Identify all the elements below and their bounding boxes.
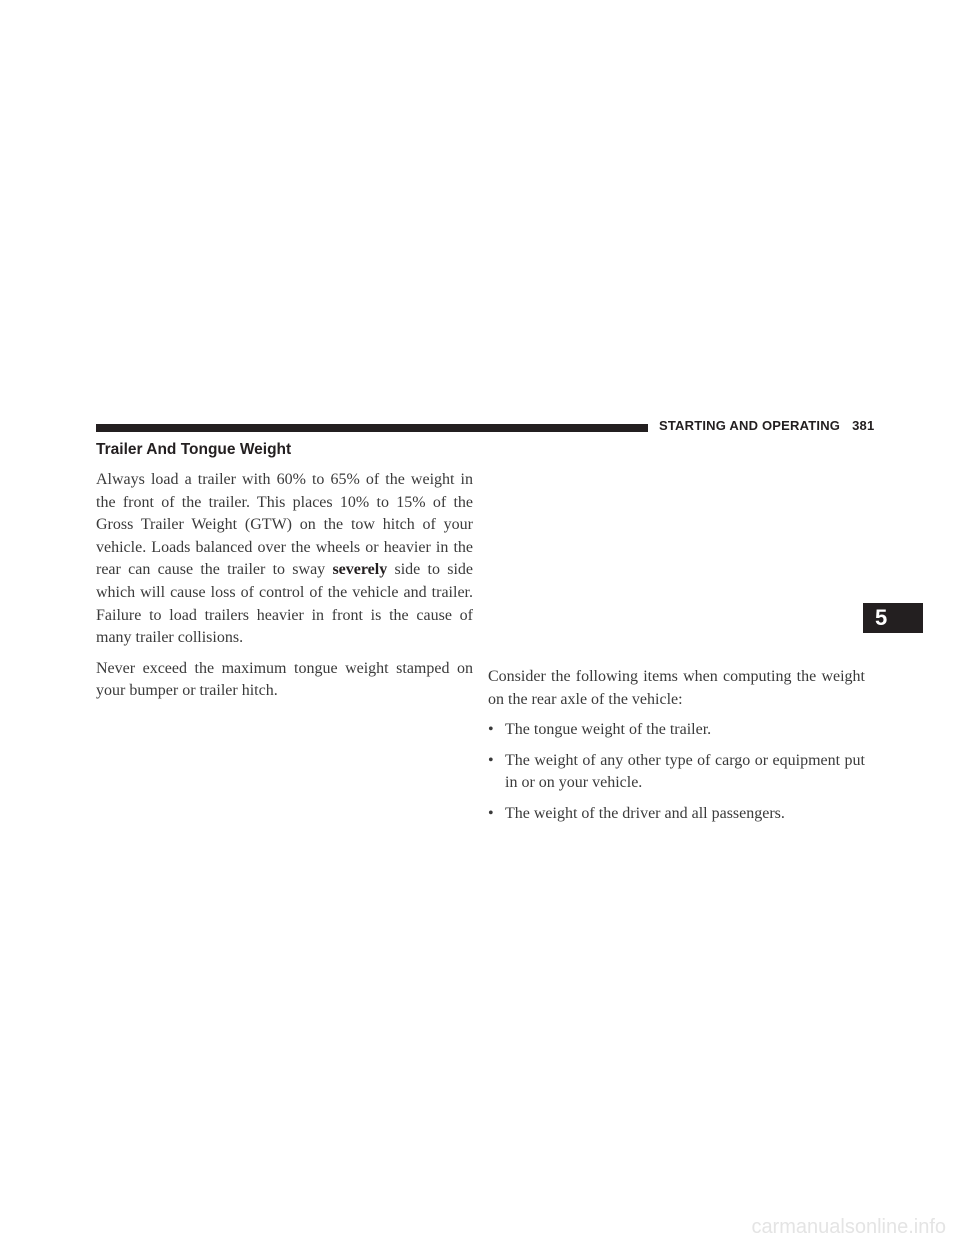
- list-item-text: The tongue weight of the trailer.: [505, 721, 712, 739]
- emphasis-severely: severely: [332, 561, 388, 579]
- left-column: [96, 469, 473, 711]
- paragraph-intro: Consider the following items when computing the weight on the rear axle of the vehicle:: [488, 668, 865, 708]
- list-item-text: The weight of any other type of cargo or equipment put in or on your vehicle.: [505, 751, 865, 792]
- header-section-title: STARTING AND OPERATING: [659, 418, 841, 433]
- list-item: [488, 750, 865, 795]
- section-heading: Trailer And Tongue Weight: [96, 441, 292, 458]
- paragraph-tongue-weight-limit: Never exceed the maximum tongue weight stamped on your bumper or trailer hitch.: [96, 659, 473, 700]
- right-column: [488, 666, 865, 834]
- bullet-list: [488, 719, 865, 825]
- paragraph-text: Always load a trailer with 60% to 65% of the weight in the front of the trailer. This places 10% to 15% of the Gross Trailer Weight (GTW) on the tow hitch of your vehicle. Loads balanced over the wheels or heavier in the rear can cause the trailer to sway: [96, 471, 473, 579]
- list-item-text: The weight of the driver and all passengers.: [505, 804, 785, 822]
- running-header: [659, 418, 874, 433]
- list-item: [488, 719, 865, 742]
- chapter-tab: 5: [863, 603, 923, 633]
- bullet-icon: •: [488, 804, 494, 822]
- paragraph-weight-distribution: [96, 469, 473, 650]
- header-rule: [96, 424, 648, 432]
- bullet-icon: •: [488, 751, 494, 769]
- bullet-icon: •: [488, 721, 494, 739]
- page-number: 381: [852, 418, 875, 433]
- watermark: carmanualsonline.info: [751, 1216, 946, 1238]
- paragraph-text: side to side which will cause loss of control of the vehicle and trailer. Failure to load trailers heavier in front is the cause of many trailer collisions.: [96, 561, 473, 647]
- list-item: [488, 803, 865, 826]
